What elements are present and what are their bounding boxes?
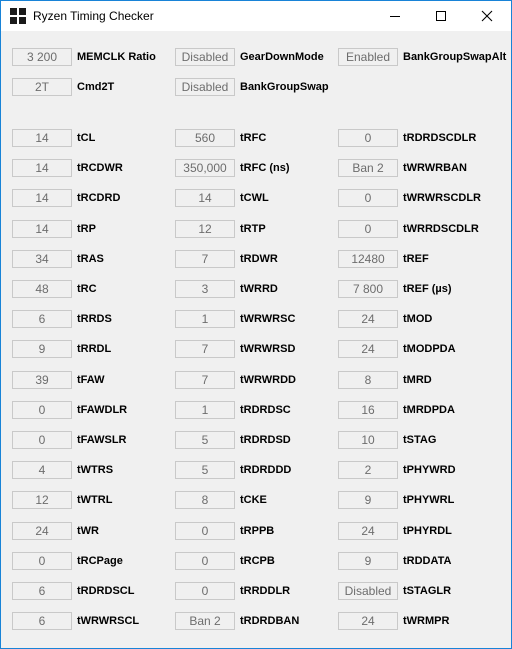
twrrdscdlr-value-field[interactable]: 0	[338, 220, 398, 238]
window-title: Ryzen Timing Checker	[33, 9, 154, 23]
trcdrd-label: tRCDRD	[77, 192, 121, 204]
trfc-value-field[interactable]: 560	[175, 129, 235, 147]
trdrddd-label: tRDRDDD	[240, 464, 292, 476]
minimize-button[interactable]	[372, 1, 418, 31]
tphywrl-label: tPHYWRL	[403, 494, 455, 506]
trrddlr-label: tRRDDLR	[240, 585, 291, 597]
trdrdscl-label: tRDRDSCL	[77, 585, 135, 597]
twrrd-value-field[interactable]: 3	[175, 280, 235, 298]
tcl-value-field[interactable]: 14	[12, 129, 72, 147]
trdrdsc-label: tRDRDSC	[240, 404, 291, 416]
twrwrscl-label: tWRWRSCL	[77, 615, 140, 627]
trp-label: tRP	[77, 223, 96, 235]
app-icon	[10, 8, 26, 24]
trfc-label: tRFC	[240, 132, 267, 144]
twrmpr-value-field[interactable]: 24	[338, 612, 398, 630]
minimize-icon	[389, 10, 401, 22]
trdrddd-value-field[interactable]: 5	[175, 461, 235, 479]
trdrdscdlr-value-field[interactable]: 0	[338, 129, 398, 147]
cmd2t-value-field[interactable]: 2T	[12, 78, 72, 96]
tphywrd-value-field[interactable]: 2	[338, 461, 398, 479]
tfaw-label: tFAW	[77, 374, 105, 386]
bankgroupswap-label: BankGroupSwap	[240, 81, 329, 93]
tstag-label: tSTAG	[403, 434, 437, 446]
twrwrsc-value-field[interactable]: 1	[175, 310, 235, 328]
trcpage-value-field[interactable]: 0	[12, 552, 72, 570]
trrddlr-value-field[interactable]: 0	[175, 582, 235, 600]
trdrdscdlr-label: tRDRDSCDLR	[403, 132, 477, 144]
tfawslr-value-field[interactable]: 0	[12, 431, 72, 449]
twrwrdd-value-field[interactable]: 7	[175, 371, 235, 389]
trfc-ns-label: tRFC (ns)	[240, 162, 290, 174]
tcwl-label: tCWL	[240, 192, 269, 204]
tref-us-value-field[interactable]: 7 800	[338, 280, 398, 298]
tref-value-field[interactable]: 12480	[338, 250, 398, 268]
tras-value-field[interactable]: 34	[12, 250, 72, 268]
trp-value-field[interactable]: 14	[12, 220, 72, 238]
tmrd-value-field[interactable]: 8	[338, 371, 398, 389]
trdrdsc-value-field[interactable]: 1	[175, 401, 235, 419]
trdwr-value-field[interactable]: 7	[175, 250, 235, 268]
tmodpda-label: tMODPDA	[403, 343, 456, 355]
tphyrdl-value-field[interactable]: 24	[338, 522, 398, 540]
trddata-label: tRDDATA	[403, 555, 452, 567]
memclk-ratio-label: MEMCLK Ratio	[77, 51, 156, 63]
twrwrscdlr-value-field[interactable]: 0	[338, 189, 398, 207]
maximize-icon	[435, 10, 447, 22]
bankgroupswapalt-label: BankGroupSwapAlt	[403, 51, 507, 63]
tstaglr-label: tSTAGLR	[403, 585, 452, 597]
trcdwr-value-field[interactable]: 14	[12, 159, 72, 177]
tcwl-value-field[interactable]: 14	[175, 189, 235, 207]
tmod-value-field[interactable]: 24	[338, 310, 398, 328]
trdrdsd-value-field[interactable]: 5	[175, 431, 235, 449]
twtrs-value-field[interactable]: 4	[12, 461, 72, 479]
tmrd-label: tMRD	[403, 374, 432, 386]
geardownmode-value-field[interactable]: Disabled	[175, 48, 235, 66]
twr-label: tWR	[77, 525, 99, 537]
twrwrscl-value-field[interactable]: 6	[12, 612, 72, 630]
close-button[interactable]	[464, 1, 510, 31]
trcdwr-label: tRCDWR	[77, 162, 123, 174]
trdrdscl-value-field[interactable]: 6	[12, 582, 72, 600]
tmrdpda-label: tMRDPDA	[403, 404, 455, 416]
trddata-value-field[interactable]: 9	[338, 552, 398, 570]
trppb-label: tRPPB	[240, 525, 275, 537]
tphywrd-label: tPHYWRD	[403, 464, 456, 476]
trc-label: tRC	[77, 283, 97, 295]
tref-us-label: tREF (µs)	[403, 283, 452, 295]
bankgroupswap-value-field[interactable]: Disabled	[175, 78, 235, 96]
trrdl-value-field[interactable]: 9	[12, 340, 72, 358]
close-icon	[481, 10, 493, 22]
twrwrdd-label: tWRWRDD	[240, 374, 297, 386]
trcdrd-value-field[interactable]: 14	[12, 189, 72, 207]
tfaw-value-field[interactable]: 39	[12, 371, 72, 389]
twr-value-field[interactable]: 24	[12, 522, 72, 540]
twtrl-label: tWTRL	[77, 494, 113, 506]
geardownmode-label: GearDownMode	[240, 51, 324, 63]
tmrdpda-value-field[interactable]: 16	[338, 401, 398, 419]
tfawdlr-value-field[interactable]: 0	[12, 401, 72, 419]
trc-value-field[interactable]: 48	[12, 280, 72, 298]
twrwrban-label: tWRWRBAN	[403, 162, 467, 174]
tphywrl-value-field[interactable]: 9	[338, 491, 398, 509]
tstag-value-field[interactable]: 10	[338, 431, 398, 449]
memclk-ratio-value-field[interactable]: 3 200	[12, 48, 72, 66]
trcpb-value-field[interactable]: 0	[175, 552, 235, 570]
trrds-value-field[interactable]: 6	[12, 310, 72, 328]
tfawslr-label: tFAWSLR	[77, 434, 127, 446]
bankgroupswapalt-value-field[interactable]: Enabled	[338, 48, 398, 66]
tras-label: tRAS	[77, 253, 104, 265]
twrwrsc-label: tWRWRSC	[240, 313, 296, 325]
trcpb-label: tRCPB	[240, 555, 275, 567]
twtrl-value-field[interactable]: 12	[12, 491, 72, 509]
twtrs-label: tWTRS	[77, 464, 114, 476]
tcke-label: tCKE	[240, 494, 267, 506]
trrdl-label: tRRDL	[77, 343, 112, 355]
trdrdsd-label: tRDRDSD	[240, 434, 291, 446]
tmod-label: tMOD	[403, 313, 433, 325]
twrwrsd-label: tWRWRSD	[240, 343, 296, 355]
trrds-label: tRRDS	[77, 313, 112, 325]
trdrdban-label: tRDRDBAN	[240, 615, 300, 627]
twrrdscdlr-label: tWRRDSCDLR	[403, 223, 479, 235]
twrmpr-label: tWRMPR	[403, 615, 450, 627]
trcpage-label: tRCPage	[77, 555, 123, 567]
twrwrscdlr-label: tWRWRSCDLR	[403, 192, 482, 204]
tphyrdl-label: tPHYRDL	[403, 525, 452, 537]
tstaglr-value-field[interactable]: Disabled	[338, 582, 398, 600]
trdwr-label: tRDWR	[240, 253, 278, 265]
twrrd-label: tWRRD	[240, 283, 278, 295]
trtp-label: tRTP	[240, 223, 266, 235]
tfawdlr-label: tFAWDLR	[77, 404, 128, 416]
trdrdban-value-field[interactable]: Ban 2	[175, 612, 235, 630]
trtp-value-field[interactable]: 12	[175, 220, 235, 238]
title-bar[interactable]	[1, 1, 511, 31]
trppb-value-field[interactable]: 0	[175, 522, 235, 540]
cmd2t-label: Cmd2T	[77, 81, 115, 93]
twrwrban-value-field[interactable]: Ban 2	[338, 159, 398, 177]
tmodpda-value-field[interactable]: 24	[338, 340, 398, 358]
tcke-value-field[interactable]: 8	[175, 491, 235, 509]
twrwrsd-value-field[interactable]: 7	[175, 340, 235, 358]
maximize-button[interactable]	[418, 1, 464, 31]
tref-label: tREF	[403, 253, 429, 265]
tcl-label: tCL	[77, 132, 96, 144]
trfc-ns-value-field[interactable]: 350,000	[175, 159, 235, 177]
